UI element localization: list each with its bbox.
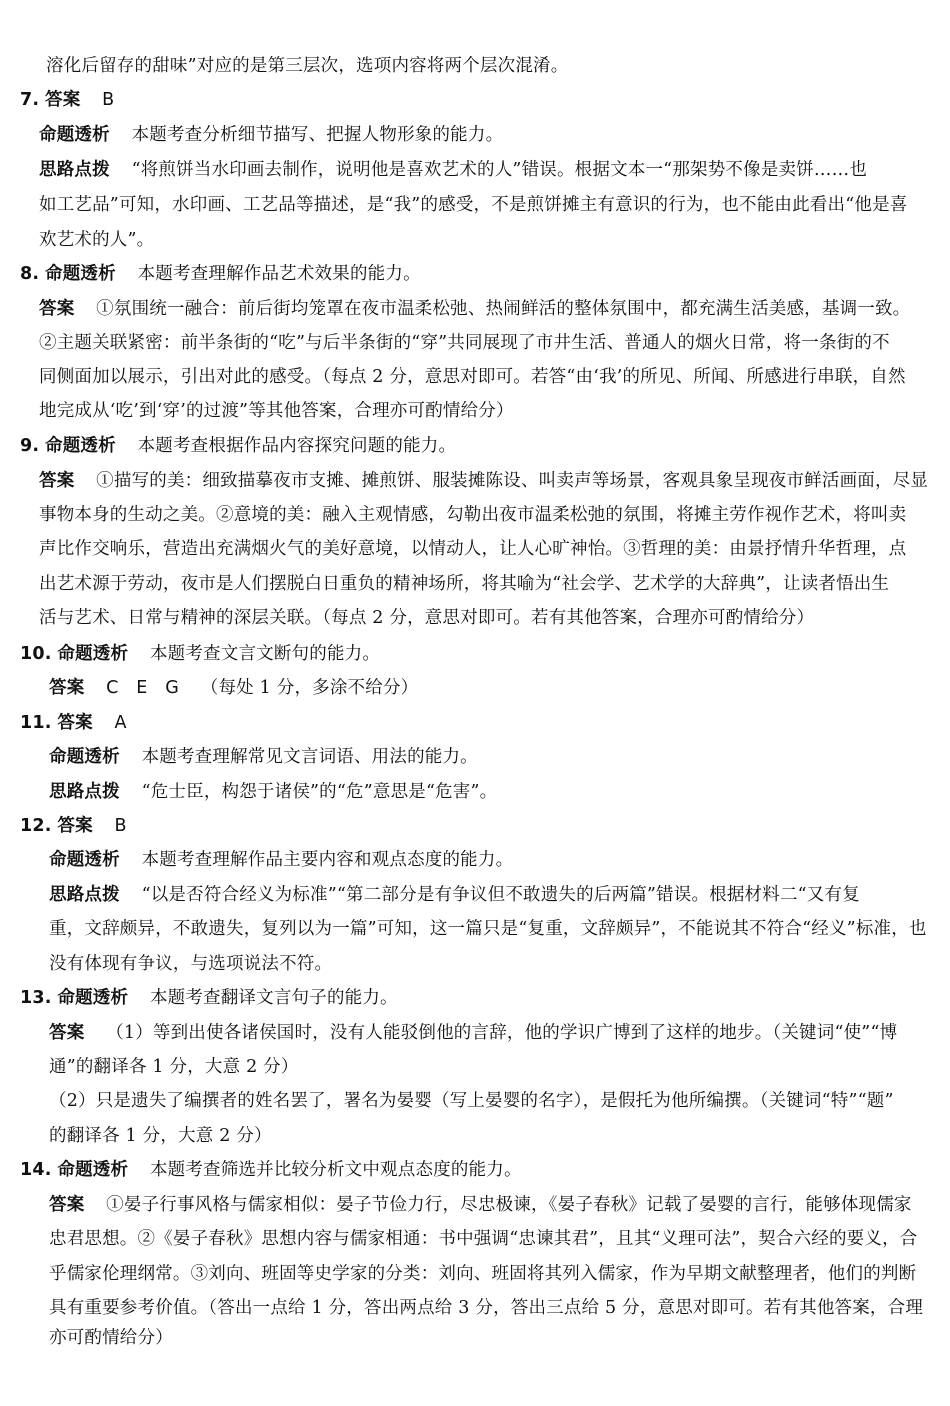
q11-hint-line: “危士臣，构怨于诸侯”的“危”意思是“危害”。 (141, 782, 498, 802)
q13-analysis-label: 命题透析 (57, 988, 129, 1008)
q9-answer-label: 答案 (39, 471, 75, 491)
q10-answer-note: （每处 1 分，多涂不给分） (200, 678, 419, 698)
q7-hint-line: “将煎饼当水印画去制作，说明他是喜欢艺术的人”错误。根据文本一“那架势不像是卖饼……也 (131, 160, 868, 180)
q14-number: 14. (20, 1160, 52, 1180)
q11-number: 11. (20, 713, 52, 733)
q13-number: 13. (20, 988, 52, 1008)
q12-analysis-label: 命题透析 (49, 850, 120, 870)
q7-header (20, 88, 114, 112)
cut-bottom-fragment (0, 1324, 950, 1348)
q13-header (20, 986, 398, 1010)
q8-answer-line: 地完成从‘吃’到‘穿’的过渡”等其他答案，合理亦可酌情给分） (39, 401, 514, 421)
q11-hint (49, 780, 497, 804)
q9-answer-line: 出艺术源于劳动，夜市是人们摆脱白日重负的精神场所，将其喻为“社会学、艺术学的大辞典”，让读者悟出生 (39, 574, 890, 594)
q12-number: 12. (20, 816, 52, 836)
q9-header (20, 434, 456, 458)
q7-hint-line: 如工艺品”可知，水印画、工艺品等描述，是“我”的感受，不是煎饼摊主有意识的行为，也不能由此看出“他是喜 (39, 195, 908, 215)
q7-analysis-text: 本题考查分析细节描写、把握人物形象的能力。 (131, 125, 504, 145)
q10-answer-label: 答案 (49, 678, 85, 698)
q7-answer-value: B (102, 90, 115, 110)
q8-analysis-text: 本题考查理解作品艺术效果的能力。 (137, 264, 421, 284)
q8-answer-line: 同侧面加以展示，引出对此的感受。（每点 2 分，意思对即可。若答“由‘我’的所见、所闻、所感进行串联，自然 (39, 367, 906, 387)
q8-answer-first (39, 297, 910, 321)
q8-answer-label: 答案 (39, 299, 75, 319)
q13-answer-line: 通”的翻译各 1 分，大意 2 分） (49, 1057, 299, 1077)
q11-answer-value: A (114, 713, 127, 733)
q8-answer-line: ①氛围统一融合：前后街均笼罩在夜市温柔松弛、热闹鲜活的整体氛围中，都充满生活美感，基调一致。 (96, 299, 911, 319)
q12-header (20, 814, 127, 838)
q9-analysis-label: 命题透析 (45, 436, 116, 456)
q12-analysis (49, 848, 513, 872)
q7-analysis (39, 123, 503, 147)
q7-hint-label: 思路点拨 (39, 160, 110, 180)
q10-analysis-text: 本题考查文言文断句的能力。 (149, 644, 381, 664)
q14-answer-line: ①晏子行事风格与儒家相似：晏子节俭力行，尽忠极谏，《晏子春秋》记载了晏婴的言行，能够体现儒家 (106, 1195, 912, 1215)
q12-hint-label: 思路点拨 (49, 885, 120, 905)
q7-analysis-label: 命题透析 (39, 125, 110, 145)
q12-hint-line: 没有体现有争议，与选项说法不符。 (49, 954, 333, 974)
q14-analysis-label: 命题透析 (57, 1160, 129, 1180)
q13-answer-first (49, 1021, 897, 1045)
q9-number: 9. (20, 436, 40, 456)
q13-analysis-text: 本题考查翻译文言句子的能力。 (149, 988, 398, 1008)
q11-hint-label: 思路点拨 (49, 782, 120, 802)
q12-hint-line: “以是否符合经义为标准”“第二部分是有争议但不敢遗失的后两篇”错误。根据材料二“又有复 (141, 885, 860, 905)
q9-answer-first (39, 469, 928, 493)
q10-answer (49, 676, 418, 700)
q11-answer-label: 答案 (57, 713, 93, 733)
q10-header (20, 642, 380, 666)
q12-hint-first (49, 883, 860, 907)
q9-answer-line: ①描写的美：细致描摹夜市支摊、摊煎饼、服装摊陈设、叫卖声等场景，客观具象呈现夜市鲜活画面，尽显 (96, 471, 929, 491)
q14-answer-line: 忠君思想。②《晏子春秋》思想内容与儒家相通：书中强调“忠谏其君”，且其“义理可法”，契合六经的要义，合 (49, 1229, 918, 1249)
cut-top-fragment (0, 0, 950, 86)
q10-number: 10. (20, 644, 52, 664)
top-fragment-line: 溶化后留存的甜味”对应的是第三层次，选项内容将两个层次混淆。 (46, 56, 569, 76)
q13-answer-line: （1）等到出使各诸侯国时，没有人能驳倒他的言辞，他的学识广博到了这样的地步。（关键词“使”“博 (106, 1023, 898, 1043)
q12-answer-value: B (114, 816, 127, 836)
q14-header (20, 1158, 522, 1182)
q7-answer-label: 答案 (45, 90, 81, 110)
q14-answer-line: 乎儒家伦理纲常。③刘向、班固等史学家的分类：刘向、班固将其列入儒家，作为早期文献整理者，他们的判断 (49, 1264, 917, 1284)
q9-answer-line: 声比作交响乐，营造出充满烟火气的美好意境，以情动人，让人心旷神怡。③哲理的美：由景抒情升华哲理，点 (39, 539, 907, 559)
q12-answer-label: 答案 (57, 816, 93, 836)
q9-answer-line: 活与艺术、日常与精神的深层关联。（每点 2 分，意思对即可。若有其他答案，合理亦可酌情给分） (39, 608, 815, 628)
q11-header (20, 711, 127, 735)
q7-number: 7. (20, 90, 40, 110)
q9-analysis-text: 本题考查根据作品内容探究问题的能力。 (137, 436, 457, 456)
q8-answer-line: ②主题关联紧密：前半条街的“吃”与后半条街的“穿”共同展现了市井生活、普通人的烟火日常，将一条街的不 (39, 333, 890, 353)
q9-answer-line: 事物本身的生动之美。②意境的美：融入主观情感，勾勒出夜市温柔松弛的氛围，将摊主劳作视作艺术，将叫卖 (39, 505, 907, 525)
q11-analysis (49, 745, 478, 769)
q14-answer-label: 答案 (49, 1195, 85, 1215)
q13-answer-line: （2）只是遗失了编撰者的姓名罢了，署名为晏婴（写上晏婴的名字），是假托为他所编撰。（关键词“特”“题” (49, 1091, 894, 1111)
q14-analysis-text: 本题考查筛选并比较分析文中观点态度的能力。 (149, 1160, 522, 1180)
q14-answer-line: 具有重要参考价值。（答出一点给 1 分，答出两点给 3 分，答出三点给 5 分，意思对即可。若有其他答案，合理 (49, 1298, 924, 1318)
q14-answer-first (49, 1193, 912, 1217)
q8-number: 8. (20, 264, 40, 284)
q8-analysis-label: 命题透析 (45, 264, 116, 284)
q12-analysis-text: 本题考查理解作品主要内容和观点态度的能力。 (141, 850, 514, 870)
q12-hint-line: 重，文辞颇异，不敢遗失，复列以为一篇”可知，这一篇只是“复重，文辞颇异”，不能说其不符合“经义”标准，也 (49, 919, 927, 939)
q11-analysis-text: 本题考查理解常见文言词语、用法的能力。 (141, 747, 478, 767)
q7-hint-first (39, 158, 867, 182)
q11-analysis-label: 命题透析 (49, 747, 120, 767)
q7-hint-line: 欢艺术的人”。 (39, 230, 155, 250)
q13-answer-label: 答案 (49, 1023, 85, 1043)
q14-cut-line: 亦可酌情给分） (49, 1328, 173, 1348)
q8-header (20, 262, 421, 286)
q13-answer-line: 的翻译各 1 分，大意 2 分） (49, 1126, 272, 1146)
q10-answer-value: C E G (106, 678, 180, 698)
q10-analysis-label: 命题透析 (57, 644, 129, 664)
